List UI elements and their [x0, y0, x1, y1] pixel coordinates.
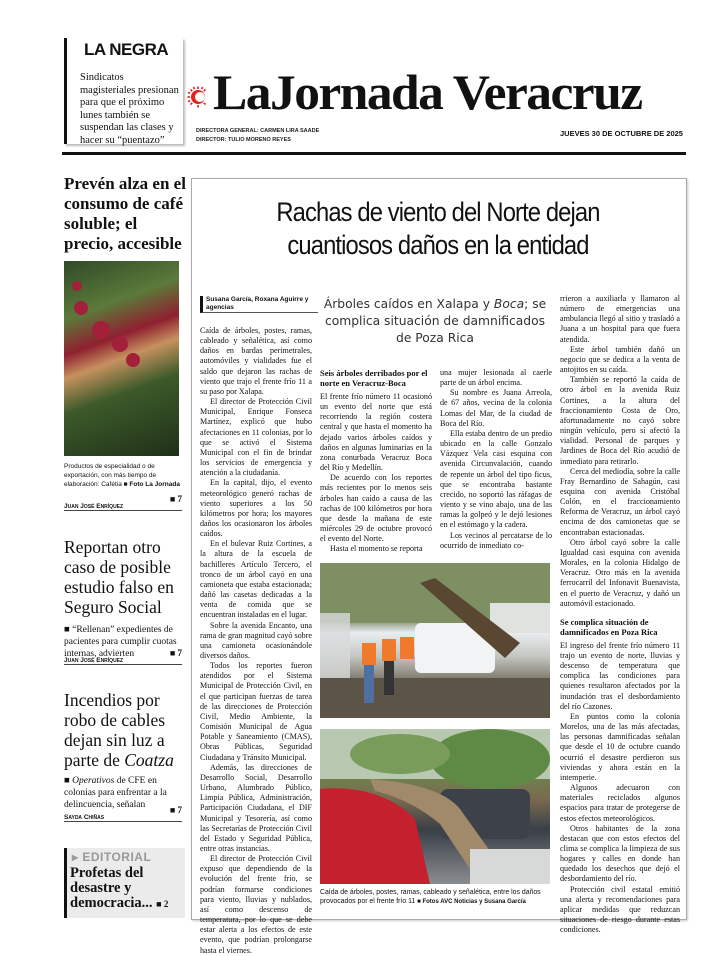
coffee-photo-caption: Productos de especialidad o de exportación, con más tiempo de elaboración: Cafétia ■ Foto La Jornada	[64, 463, 180, 488]
editorial-page-ref[interactable]: ■ 2	[156, 899, 169, 909]
photo-caption: Caída de árboles, postes, ramas, cableado y señalética, entre los daños provocados por el frente frío 11 ■ Fotos AVC Noticias y Susana García	[320, 889, 541, 905]
directora-general: DIRECTORA GENERAL: CARMEN LIRA SAADE	[196, 128, 320, 134]
story3-page-ref[interactable]: ■ 7	[169, 805, 182, 815]
story1-byline: Juan José Enríquez ■ 7	[64, 494, 182, 510]
main-story-authors: Susana García, Roxana Aguirre y agencias	[200, 296, 318, 313]
newspaper-logo[interactable]: LaJornada Veracruz	[213, 64, 642, 120]
coffee-berries-photo[interactable]	[64, 261, 179, 456]
poza-rica-subhead: Se complica situación de damnificados en Poza Rica	[560, 616, 658, 637]
article-column-1: Caída de árboles, postes, ramas, cableado y señalética, así como daños en bardas perimetrales, automóviles y vialidades fue el saldo que dejaron las rachas de viento que trajo el frente frío 11 a su paso por Xalapa. El director de Protección Civil Municipal, Enrique Fonseca Martínez, explicó que hubo afectaciones en 11 colonias, por lo que se activó el Sistema Municipal con el fin de brindar los servicios de emergencia y atención a la ciudadanía. En la capital, dijo, el evento meteorológico generó rachas de viento superiores a los 50 kilómetros por hora; los mayores daños los ocasionaron los árboles caídos. En el bulevar Ruiz Cortines, a la altura de la escuela de bachilleres Artículo Tercero, el tronco de un árbol cayó en una camioneta que estaba estacionada; dañó las casetas dedicadas a la venta de comida que se encuentran instaladas en el lugar. Sobre la avenida Encanto, una rama de gran magnitud cayó sobre una camioneta ocasionándole diversos daños. Todos los reportes fueron atendidos por el Sistema Municipal de Protección Civil, en el que participan fuerzas de tarea de las direcciones de Protección Civil, Medio Ambiente, la Comisión Municipal de Agua Potable y Saneamiento (CMAS), Obras Públicas, Seguridad Ciudadana y Tránsito Municipal. Además, las direcciones de Desarrollo Social, Desarrollo Urbano, Alumbrado Público, Limpia Pública, Administración, Participación Ciudadana, el DIF Municipal y Tesorería, así como las Secretarías de Protección Civil del Estado y Seguridad Pública, entre otras instancias. El director de Protección Civil expuso que dependiendo de la evolución del frente frío, se podrían formarse condiciones para viento, lluvias y nublados, así como descenso de temperatura, por lo que se debe estar alerta a los efectos de este evento, que podrían prolongarse hasta el viernes.	[200, 326, 312, 955]
veracruz-boca-subhead: Seis árboles derribados por el norte en Veracruz-Boca	[320, 368, 428, 388]
coatza-headline[interactable]: Incendios por robo de cables dejan sin luz a parte de Coatza	[64, 690, 174, 770]
la-negra-section-title: LA NEGRA	[84, 40, 169, 59]
editorial-label: ▸ EDITORIAL	[72, 850, 152, 864]
coatza-summary: ■ Operativos de CFE en colonias para enfrentar a la delincuencia, señalan	[64, 776, 167, 810]
editorial-title[interactable]: Profetas del desastre y democracia... ■ 2	[70, 865, 169, 911]
photo-credit: ■ Fotos AVC Noticias y Susana García	[417, 899, 526, 905]
photo-credit: ■ Foto La Jornada	[123, 481, 180, 488]
masthead-divider	[62, 152, 686, 155]
fallen-tree-scene-icon	[320, 563, 550, 718]
story2-page-ref[interactable]: ■ 7	[169, 648, 182, 658]
director: DIRECTOR: TULIO MORENO REYES	[196, 137, 291, 143]
sun-logo-icon	[187, 86, 209, 108]
seguro-social-summary: ■ “Rellenan” expedientes de pacientes para cumplir cuotas internas, advierten	[64, 625, 177, 659]
story3-byline: Sayda Chiñas ■ 7	[64, 805, 182, 821]
main-story-subheadline: Árboles caídos en Xalapa y Boca; se complica situación de damnificados de Poza Rica	[323, 297, 547, 345]
story1-page-ref[interactable]: ■ 7	[169, 494, 182, 504]
article-column-3: una mujer lesionada al caerle parte de un árbol encima. Su nombre es Juana Arreola, de 67 años, vecina de la colonia Lomas del Mar, de la ciudad de Boca del Río. Ella estaba dentro de un predio ubicado en la calle Gonzalo Vázquez Vela casi esquina con avenida Circunvalación, cuando de repente un árbol del tipo ficus, que se encontraba bastante crecido, no soportó las ráfagas de viento y se vino abajo, una de las ramas la golpeó y le dejó lesiones en el estómago y la cadera. Los vecinos al percatarse de lo ocurrido de inmediato co-	[440, 368, 552, 550]
story2-byline: Juan José Enríquez ■ 7	[64, 648, 182, 664]
tree-on-car-photo[interactable]	[320, 729, 550, 884]
seguro-social-headline[interactable]: Reportan otro caso de posible estudio falso en Seguro Social	[64, 537, 174, 617]
edition-date: JUEVES 30 DE OCTUBRE DE 2025	[560, 129, 683, 138]
coffee-story-headline[interactable]: Prevén alza en el consumo de café soluble; el precio, accesible	[64, 174, 186, 253]
la-negra-teaser-text[interactable]: Sindicatos magisteriales presionan para que el próximo lunes también se suspendan las clases y hacer su “puentazo”	[80, 72, 179, 146]
main-headline[interactable]: Rachas de viento del Norte dejan cuantiosos daños en la entidad	[276, 197, 600, 260]
tree-crushing-car-icon	[320, 729, 550, 884]
workers-fallen-tree-photo[interactable]	[320, 563, 550, 718]
article-column-2: Seis árboles derribados por el norte en Veracruz-Boca El frente frío número 11 ocasionó un evento del norte que está recorriendo la región costera central y que hasta el momento ha dejado varios árboles caídos y daños en algunas luminarias en la zona conurbada Veracruz Boca del Río y Medellín. De acuerdo con los reportes más recientes por lo menos seis árboles han caído a causa de las rachas de 100 kilómetros por hora que desde la mañana de este miércoles 29 de octubre provocó el evento del Norte. Hasta el momento se reporta	[320, 368, 432, 554]
staff-credits	[196, 127, 319, 145]
article-column-4: rrieron a auxiliarla y llamaron al número de emergencias una ambulancia llegó al sitio y trasladó a Juana a un hospital para que fuera atendida. Este árbol también dañó un negocio que se dedica a la venta de antojitos en su caída. También se reportó la caída de otro árbol en la avenida Ruiz Cortines, a la altura del fraccionamiento Costa de Oro, afortunadamente no cayó sobre ningún vehículo, pero sí afectó la vialidad. Personal de parques y Jardines de Boca del Río acudió de inmediato para retirarlo. Cerca del mediodía, sobre la calle Fray Bernardino de Sahagún, casi esquina con avenida Cristóbal Colón, en el fraccionamiento Reforma de Veracruz, un árbol cayó encima de dos camionetas que se encontraban estacionadas. Otro árbol cayó sobre la calle Igualdad casi esquina con avenida Morales, en la colonia Hidalgo de Veracruz. Otro más en la avenida ferrocarril del Infonavit Buenavista, en el puerto de Veracruz, y dañó un automóvil estacionado. Se complica situación de damnificados en Poza Rica El ingreso del frente frío número 11 trajo un evento de norte, lluvias y descenso de temperatura que complica las condiciones para quienes resultaron afectados por la inundación tras el desbordamiento del río Cazones. En puntos como la colonia Morelos, una de las más afectadas, las personas damnificadas señalan que desde el 10 de octubre cuando ocurrió el desastre perdieron sus viviendas y ahora están en la intemperie. Algunos adecuaron con materiales reciclados algunos espacios para tratar de protegerse de estos efectos meteorológicos. Otros habitantes de la zona destacan que con estos efectos del clima se complica la limpieza de sus hogares y calles en donde han quedado los desechos que dejó el desbordamiento del río. Protección civil estatal emitió una alerta y recomendaciones para aplicar medidas que reduzcan situaciones de riesgo durante estas condiciones.	[560, 294, 680, 935]
